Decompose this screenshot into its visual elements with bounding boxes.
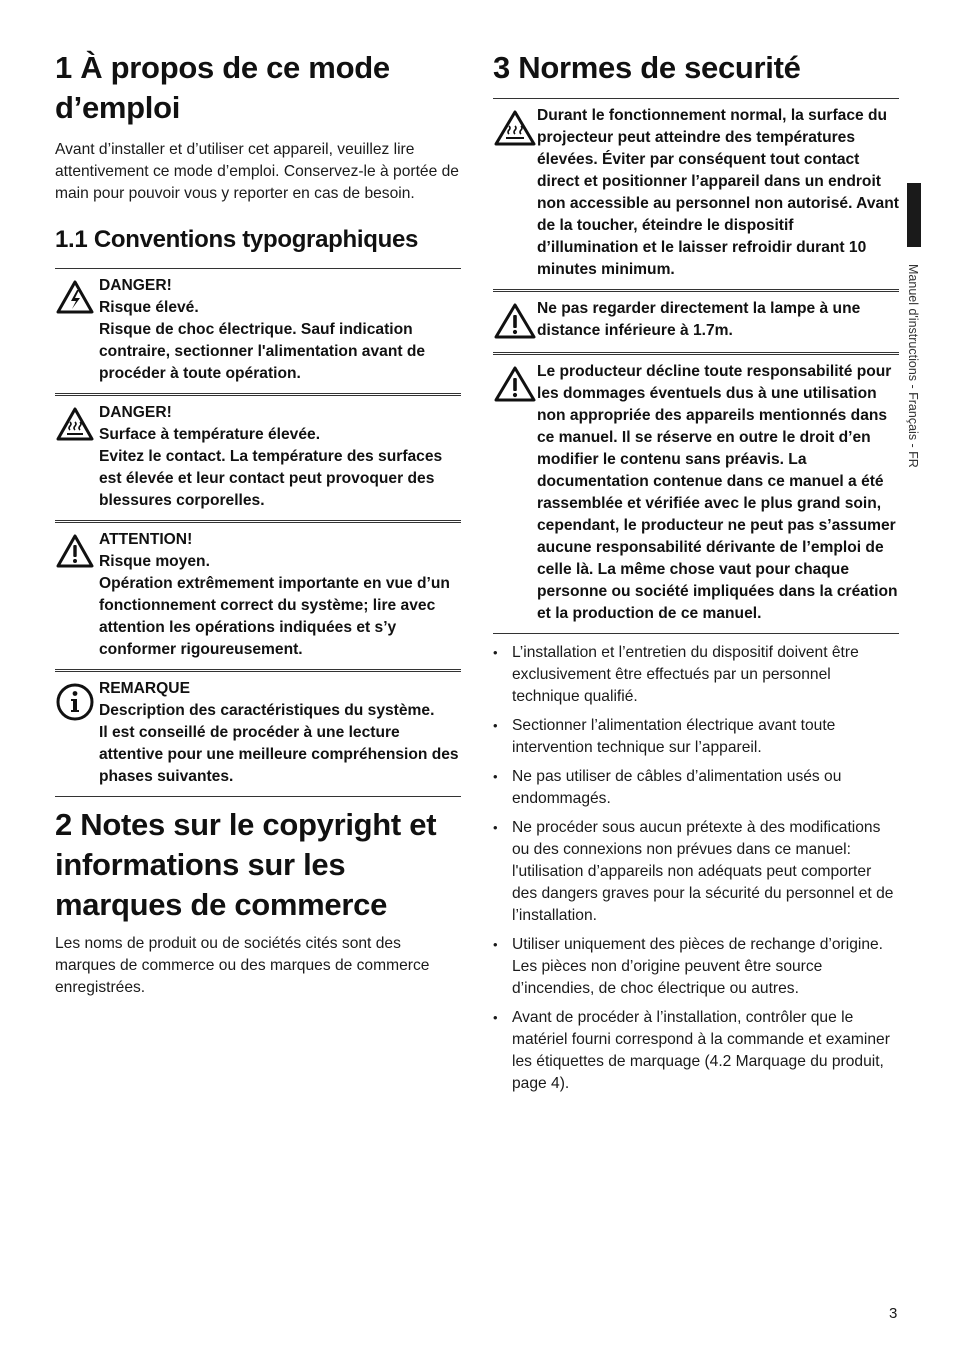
list-item: • Ne pas utiliser de câbles d’alimentation usés ou endommagés.	[493, 766, 899, 810]
section-2-body: Les noms de produit ou de sociétés cités sont des marques de commerce ou des marques de commerce enregistrées.	[55, 935, 430, 996]
safety-liability-box	[493, 352, 899, 634]
remark-box	[55, 669, 461, 797]
box-text: Risque de choc électrique. Sauf indication contraire, sectionner l'alimentation avant de procéder à toute opération.	[99, 321, 426, 382]
attention-box	[55, 520, 461, 669]
box-heading: DANGER!	[99, 404, 172, 421]
info-icon	[55, 678, 99, 722]
section-3-title: 3 Normes de securité	[493, 50, 801, 85]
left-column	[55, 48, 461, 999]
danger-hot-surface-box	[55, 393, 461, 520]
warning-icon	[493, 298, 537, 340]
list-item: • L’installation et l’entretien du dispositif doivent être exclusivement être effectués par un personnel technique qualifié.	[493, 642, 899, 708]
safety-hot-surface-box	[493, 98, 899, 289]
section-1-title: 1 À propos de ce mode d’emploi	[55, 50, 390, 125]
danger-electric-box	[55, 268, 461, 393]
list-item: • Ne procéder sous aucun prétexte à des modifications ou des connexions non prévues dans ce manuel: l'utilisation d’appareils non adéquats peut comporter des dangers graves pour la sécurité du personnel et de l’installation.	[493, 817, 899, 927]
box-heading: REMARQUE	[99, 680, 190, 697]
box-text: Durant le fonctionnement normal, la surface du projecteur peut atteindre des températures élevées. Éviter par conséquent tout contact direct et positionner l’appareil dans un endroit non accessible au personnel non autorisé. Avant de la toucher, éteindre le dispositif d’illumination et le laisser refroidir durant 10 minutes minimum.	[537, 107, 899, 278]
box-subheading: Description des caractéristiques du système.	[99, 702, 435, 719]
section-2-title: 2 Notes sur le copyright et informations sur les marques de commerce	[55, 807, 437, 922]
box-text: Evitez le contact. La température des surfaces est élevée et leur contact peut provoquer des blessures corporelles.	[99, 448, 443, 509]
box-text: Il est conseillé de procéder à une lecture attentive pour une meilleure compréhension des phases suivantes.	[99, 724, 459, 785]
box-heading: DANGER!	[99, 277, 172, 294]
box-text: Le producteur décline toute responsabilité pour les dommages éventuels dus à une utilisation non appropriée des appareils mentionnés dans ce manuel. Il se réserve en outre le droit d’en modifier le contenu sans préavis. La documentation contenue dans ce manuel a été rassemblée et vérifiée avec le plus grand soin, cependant, le producteur ne peut pas s’assumer aucune responsabilité dérivante de l’emploi de celle là. La même chose vaut pour chaque personne ou société impliquées dans la création et la production de ce manuel.	[537, 363, 898, 622]
warning-icon	[55, 529, 99, 569]
section-1-1-title: 1.1 Conventions typographiques	[55, 226, 419, 253]
list-item: • Sectionner l’alimentation électrique avant toute intervention technique sur l’appareil.	[493, 715, 899, 759]
warning-icon	[493, 361, 537, 403]
hot-surface-icon	[493, 105, 537, 147]
list-item: • Utiliser uniquement des pièces de rechange d’origine. Les pièces non d’origine peuvent être source d’incendies, de choc électrique ou autres.	[493, 934, 899, 1000]
box-text: Ne pas regarder directement la lampe à une distance inférieure à 1.7m.	[537, 300, 861, 339]
box-text: Opération extrêmement importante en vue d’un fonctionnement correct du système; lire avec attention les opérations indiquées et s’y conformer rigoureusement.	[99, 575, 450, 658]
safety-lamp-box	[493, 289, 899, 352]
box-subheading: Surface à température élevée.	[99, 426, 321, 443]
box-subheading: Risque élevé.	[99, 299, 199, 316]
hot-surface-icon	[55, 402, 99, 442]
right-column	[493, 48, 899, 1102]
sidebar-label: Manuel d'instructions - Français - FR	[906, 264, 920, 468]
electric-hazard-icon	[55, 275, 99, 315]
page-number: 3	[889, 1305, 898, 1322]
section-1-intro: Avant d’installer et d’utiliser cet appareil, veuillez lire attentivement ce mode d’emploi. Conservez-le à portée de main pour pouvoir vous y reporter en cas de besoin.	[55, 141, 459, 202]
box-heading: ATTENTION!	[99, 531, 193, 548]
chapter-tab-marker	[907, 183, 921, 247]
safety-bullet-list	[493, 642, 899, 1095]
list-item: • Avant de procéder à l’installation, contrôler que le matériel fourni correspond à la commande et examiner les étiquettes de marquage (4.2 Marquage du produit, page 4).	[493, 1007, 899, 1095]
box-subheading: Risque moyen.	[99, 553, 210, 570]
